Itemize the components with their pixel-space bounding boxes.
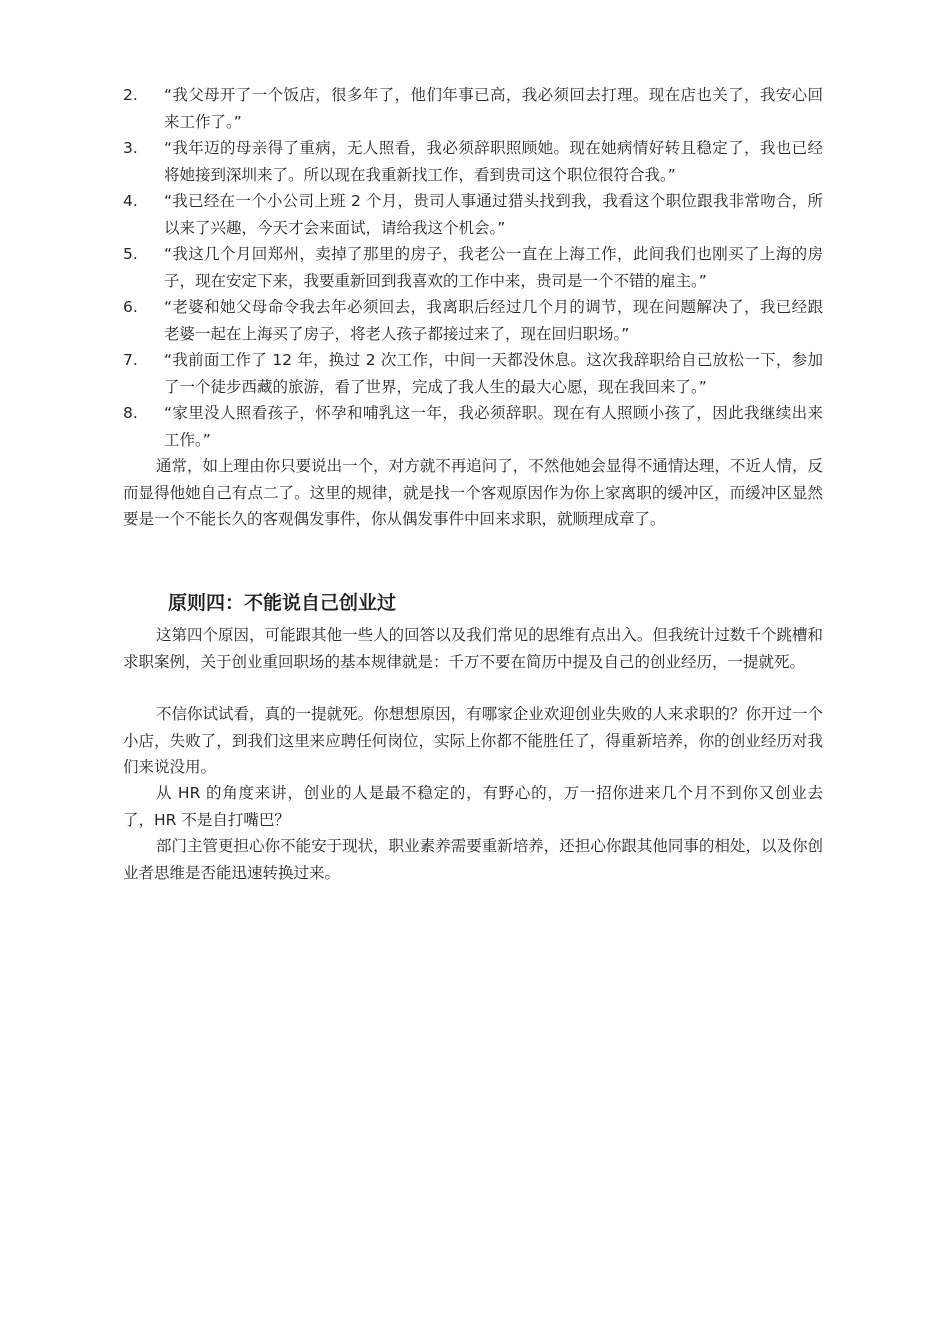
list-item-number: 3.: [123, 139, 138, 157]
list-item-number: 6.: [123, 298, 138, 316]
section-paragraph-2: 不信你试试看，真的一提就死。你想想原因，有哪家企业欢迎创业失败的人来求职的？你开过一个小店，失败了，到我们这里来应聘任何岗位，实际上你都不能胜任了，得重新培养，你的创业经历对我们来说没用。: [123, 705, 823, 776]
reasons-list: [123, 82, 823, 453]
list-item: [123, 82, 823, 135]
list-item-number: 2.: [123, 86, 138, 104]
section-paragraph-1: 这第四个原因，可能跟其他一些人的回答以及我们常见的思维有点出入。但我统计过数千个跳槽和求职案例，关于创业重回职场的基本规律就是：千万不要在简历中提及自己的创业经历，一提就死。: [123, 626, 823, 671]
list-item-text: “家里没人照看孩子，怀孕和哺乳这一年，我必须辞职。现在有人照顾小孩了，因此我继续出来工作。”: [164, 404, 823, 449]
list-item: [123, 347, 823, 400]
list-item-text: “我父母开了一个饭店，很多年了，他们年事已高，我必须回去打理。现在店也关了，我安心回来工作了。”: [164, 86, 823, 131]
list-item-number: 8.: [123, 404, 138, 422]
list-item: [123, 135, 823, 188]
list-item: [123, 400, 823, 453]
section-paragraph-3: 从 HR 的角度来讲，创业的人是最不稳定的，有野心的，万一招你进来几个月不到你又创业去了，HR 不是自打嘴巴？: [123, 784, 823, 829]
list-item-number: 4.: [123, 192, 138, 210]
summary-paragraph: 通常，如上理由你只要说出一个，对方就不再追问了，不然他她会显得不通情达理，不近人情，反而显得他她自己有点二了。这里的规律，就是找一个客观原因作为你上家离职的缓冲区，而缓冲区显然要是一个不能长久的客观偶发事件，你从偶发事件中回来求职，就顺理成章了。: [123, 457, 823, 528]
list-item: [123, 294, 823, 347]
section-heading: 原则四：不能说自己创业过: [168, 592, 397, 614]
list-item: [123, 241, 823, 294]
list-item: [123, 188, 823, 241]
section-paragraph-4: 部门主管更担心你不能安于现状，职业素养需要重新培养，还担心你跟其他同事的相处，以及你创业者思维是否能迅速转换过来。: [123, 837, 823, 882]
list-item-number: 5.: [123, 245, 138, 263]
list-item-number: 7.: [123, 351, 138, 369]
list-item-text: “我前面工作了 12 年，换过 2 次工作，中间一天都没休息。这次我辞职给自己放松一下，参加了一个徒步西藏的旅游，看了世界，完成了我人生的最大心愿，现在我回来了。”: [164, 351, 823, 396]
list-item-text: “老婆和她父母命令我去年必须回去，我离职后经过几个月的调节，现在问题解决了，我已经跟老婆一起在上海买了房子，将老人孩子都接过来了，现在回归职场。”: [164, 298, 823, 343]
list-item-text: “我这几个月回郑州，卖掉了那里的房子，我老公一直在上海工作，此间我们也刚买了上海的房子，现在安定下来，我要重新回到我喜欢的工作中来，贵司是一个不错的雇主。”: [164, 245, 823, 290]
list-item-text: “我已经在一个小公司上班 2 个月，贵司人事通过猎头找到我，我看这个职位跟我非常吻合，所以来了兴趣，今天才会来面试，请给我这个机会。”: [164, 192, 823, 237]
list-item-text: “我年迈的母亲得了重病，无人照看，我必须辞职照顾她。现在她病情好转且稳定了，我也已经将她接到深圳来了。所以现在我重新找工作，看到贵司这个职位很符合我。”: [164, 139, 823, 184]
